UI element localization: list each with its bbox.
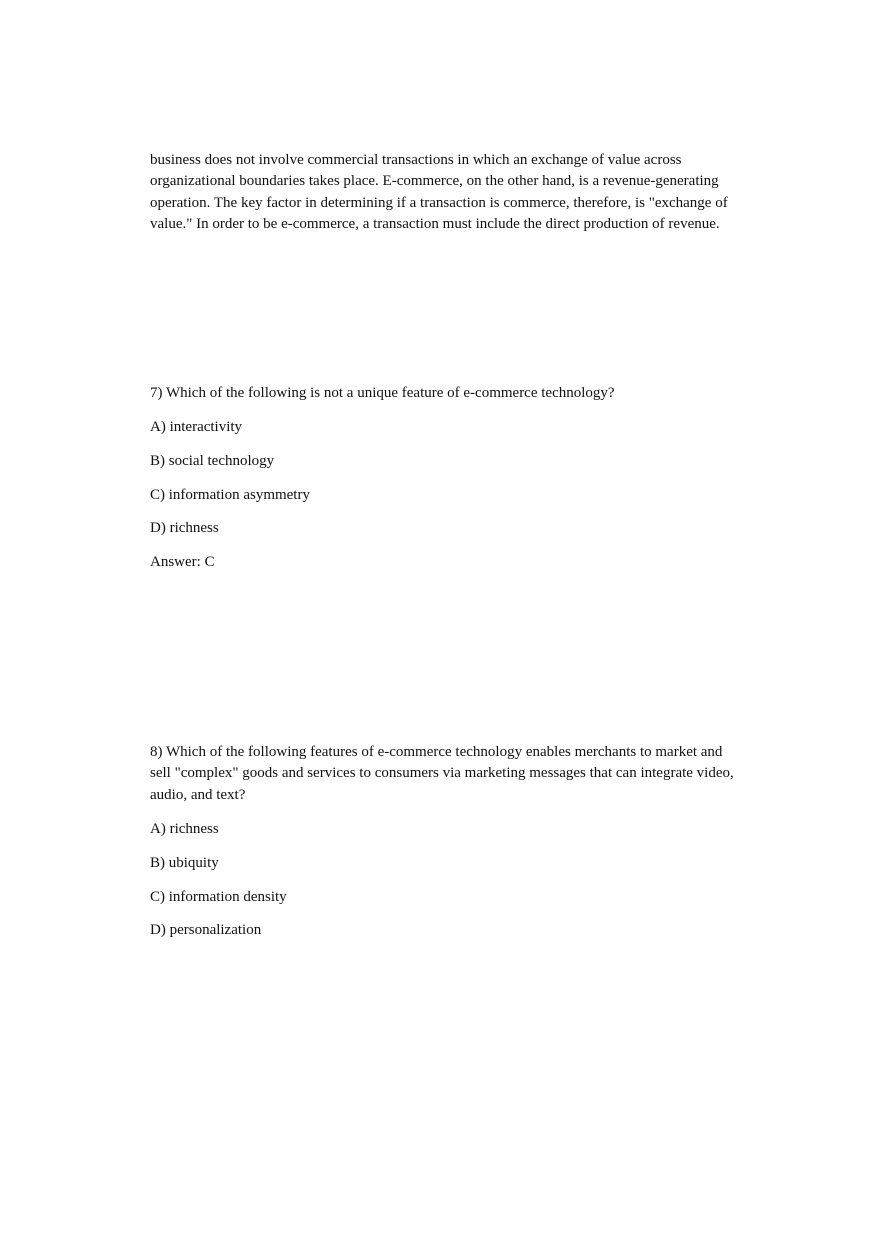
option-c: C) information asymmetry <box>150 487 310 503</box>
question-text: 8) Which of the following features of e-commerce technology enables merchants to market and sell "complex" goods and services to consumers via marketing messages that can integrate video, audio, and text? <box>150 744 734 803</box>
option-d: D) richness <box>150 520 219 536</box>
option-b: B) social technology <box>150 453 275 469</box>
option-b: B) ubiquity <box>150 855 219 871</box>
option-c: C) information density <box>150 889 287 905</box>
answer-text: Answer: C <box>150 554 215 570</box>
question-text: 7) Which of the following is not a unique feature of e-commerce technology? <box>150 385 615 401</box>
option-a: A) richness <box>150 821 219 837</box>
option-d: D) personalization <box>150 922 262 938</box>
intro-paragraph: business does not involve commercial transactions in which an exchange of value across organizational boundaries takes place. E-commerce, on the other hand, is a revenue-generating operation. The key factor in determining if a transaction is commerce, therefore, is "exchange of value." In order to be e-commerce, a transaction must include the direct production of revenue. <box>150 152 728 232</box>
option-a: A) interactivity <box>150 419 243 435</box>
